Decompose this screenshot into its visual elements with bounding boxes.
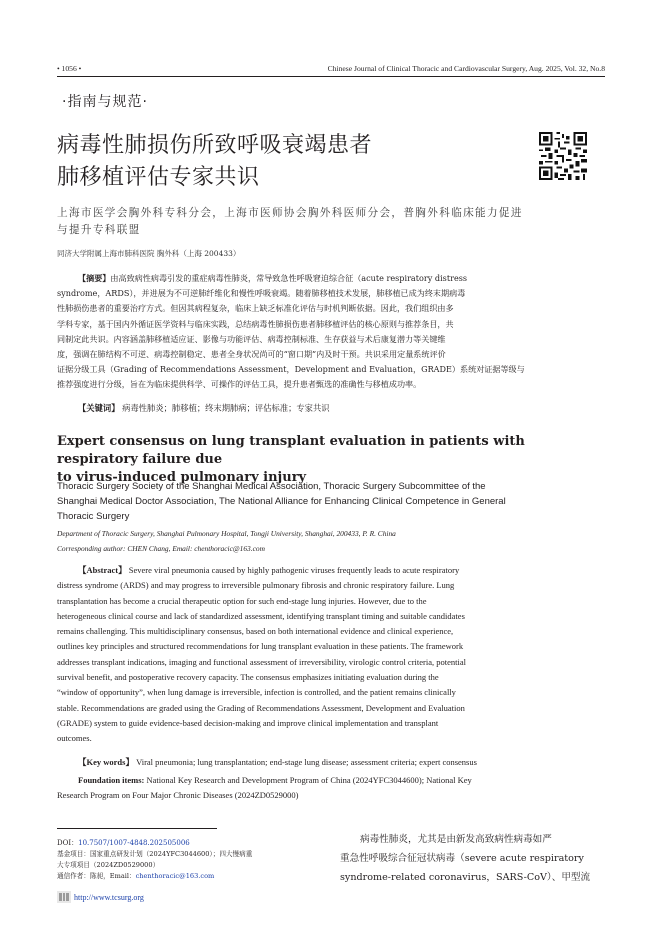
- foundation-line-1: National Key Research and Development Program of China (2024YFC3044600); National Key: [146, 775, 472, 785]
- english-affiliation: Department of Thoracic Surgery, Shanghai Pulmonary Hospital, Tongji University, Shanghai, 200433, P. R. China: [57, 529, 396, 538]
- english-authors-line-1: Thoracic Surgery Society of the Shanghai Medical Association, Thoracic Surgery Subcommittee of the: [57, 481, 486, 492]
- body-line-2: 重急性呼吸综合征冠状病毒（severe acute respiratory: [340, 853, 584, 864]
- chinese-authors-line-2: 与提升专科联盟: [57, 224, 141, 236]
- doi-link[interactable]: 10.7507/1007-4848.202505006: [78, 839, 190, 847]
- english-keywords: [78, 755, 558, 770]
- website-link[interactable]: http://www.tcsurg.org: [74, 893, 144, 902]
- chinese-abstract-line: 学科专家，基于国内外循证医学资料与临床实践，总结病毒性肺损伤患者肺移植评估的核心原则与推荐条目，共: [57, 318, 454, 329]
- english-keywords-text: Viral pneumonia; lung transplantation; end-stage lung disease; assessment criteria; expert consensus: [136, 757, 477, 767]
- body-line-1: 病毒性肺炎，尤其是由新发高致病性病毒如严: [360, 834, 552, 845]
- body-line-3: syndrome-related coronavirus，SARS-CoV）、甲型流: [340, 872, 591, 883]
- english-abstract-line: “window of opportunity”, when lung damage is irreversible, infection is controlled, and the patient remains clinically: [57, 687, 456, 698]
- chinese-abstract-line: 推荐强度进行分级，旨在为临床提供科学、可操作的评估工具，提升患者甄选的准确性与移植成功率。: [57, 379, 422, 390]
- english-abstract-line: outlines key principles and structured recommendations for lung transplant evaluation in these patients. The framework: [57, 641, 464, 652]
- english-title-line-2: to virus-induced pulmonary injury: [57, 470, 307, 485]
- foundation-items: [57, 773, 548, 804]
- chinese-abstract-line: 性肺损伤患者的重要治疗方式。但因其病程复杂，临床上缺乏标准化评估与时机判断依据。因此，我们组织由多: [57, 303, 454, 314]
- foundation-label: Foundation items:: [78, 775, 145, 785]
- journal-logo-icon: [57, 891, 71, 903]
- english-abstract-label: 【Abstract】: [78, 565, 127, 575]
- chinese-abstract-line: 由高致病性病毒引发的重症病毒性肺炎，常导致急性呼吸窘迫综合征（acute respiratory distress: [110, 273, 468, 283]
- chinese-title-line-2: 肺移植评估专家共识: [57, 165, 260, 190]
- page-number: • 1056 •: [57, 64, 82, 73]
- chinese-abstract-line: 证据分级工具（Grading of Recommendations Assessment，Development and Evaluation，GRADE）系统对证据等级与: [57, 364, 525, 375]
- english-abstract: [57, 563, 548, 747]
- chinese-abstract-line: 度，强调在肺结构不可逆、病毒控制稳定、患者全身状况尚可的“窗口期”内及时干预。共识采用定量系统评价: [57, 349, 446, 360]
- english-abstract-line: transplantation has become a crucial therapeutic option for such end-stage lung injuries. However, due to the: [57, 595, 427, 606]
- english-title-line-1: Expert consensus on lung transplant evaluation in patients with respiratory failure due: [57, 434, 525, 467]
- chinese-keywords-label: 【关键词】: [78, 403, 120, 413]
- english-abstract-line: survival benefit, and postoperative recovery capacity. The consensus emphasizes initiating evaluation during the: [57, 672, 439, 683]
- english-abstract-line: outcomes.: [57, 733, 92, 744]
- english-authors-line-3: Thoracic Surgery: [57, 511, 130, 523]
- chinese-keywords: [78, 402, 330, 414]
- foundation-line-2: Research Program on Four Major Chronic Diseases (2024ZD0529000): [57, 790, 299, 801]
- corresponding-footnote-label: 通信作者：陈昶，Email：: [57, 872, 136, 880]
- fund-line-2: 大专项项目（2024ZD0529000）: [57, 861, 160, 869]
- chinese-keywords-text: 病毒性肺炎；肺移植；终末期肺病；评估标准；专家共识: [122, 403, 330, 413]
- chinese-abstract: [57, 271, 548, 393]
- doi-line: [57, 838, 190, 849]
- english-abstract-line: stable. Recommendations are graded using the Grading of Recommendations Assessment, Development and Evaluation: [57, 702, 465, 713]
- qr-code-icon: [539, 131, 587, 181]
- english-authors-line-2: Shanghai Medical Doctor Association, The National Alliance for Enhancing Clinical Competence in General: [57, 496, 506, 508]
- header-rule: [57, 76, 605, 77]
- chinese-abstract-line: 同制定此共识。内容涵盖肺移植适应证、影像与功能评估、病毒控制标准、生存获益与术后康复潜力等关键维: [57, 333, 446, 344]
- english-abstract-line: addresses transplant indications, imaging and functional assessment of irreversibility, virologic control criteria, potential: [57, 656, 466, 667]
- email-link[interactable]: chenthoracic@163.com: [135, 872, 215, 880]
- body-text: [340, 830, 596, 887]
- chinese-affiliation: 同济大学附属上海市肺科医院 胸外科（上海 200433）: [57, 249, 241, 258]
- doi-label: DOI：: [57, 839, 79, 847]
- footnote-rule: [57, 828, 217, 829]
- chinese-title-line-1: 病毒性肺损伤所致呼吸衰竭患者: [57, 133, 373, 158]
- english-abstract-line: heterogeneous clinical course and lack of standardized assessment, identifying transplant timing and suitable candidates: [57, 610, 465, 621]
- corresponding-author: Corresponding author: CHEN Chang, Email: chenthoracic@163.com: [57, 544, 265, 553]
- chinese-authors-line-1: 上海市医学会胸外科专科分会，上海市医师协会胸外科医师分会，普胸外科临床能力促进: [57, 207, 523, 219]
- english-abstract-line: remains challenging. This multidisciplinary consensus, based on both international evidence and clinical experience,: [57, 626, 454, 637]
- english-abstract-line: Severe viral pneumonia caused by highly pathogenic viruses frequently leads to acute respiratory: [128, 565, 460, 575]
- section-label: ·指南与规范·: [62, 94, 148, 110]
- fund-line-1: 基金项目：国家重点研发计划（2024YFC3044600）；四大慢病重: [57, 850, 253, 858]
- english-authors: [57, 479, 547, 525]
- journal-citation: Chinese Journal of Clinical Thoracic and Cardiovascular Surgery, Aug. 2025, Vol. 32, No.8: [327, 64, 605, 73]
- chinese-abstract-line: syndrome，ARDS），并进展为不可逆肺纤维化和慢性呼吸衰竭。随着肺移植技术发展，肺移植已成为终末期病毒: [57, 288, 466, 299]
- english-keywords-label: 【Key words】: [78, 757, 134, 767]
- corresponding-footnote: [57, 871, 214, 882]
- chinese-abstract-label: 【摘要】: [78, 273, 111, 283]
- english-abstract-line: distress syndrome (ARDS) and may progress to irreversible pulmonary fibrosis and chronic respiratory failure. Lung: [57, 580, 455, 591]
- english-abstract-line: (GRADE) system to guide evidence-based decision-making and improve clinical implementation and transplant: [57, 717, 439, 728]
